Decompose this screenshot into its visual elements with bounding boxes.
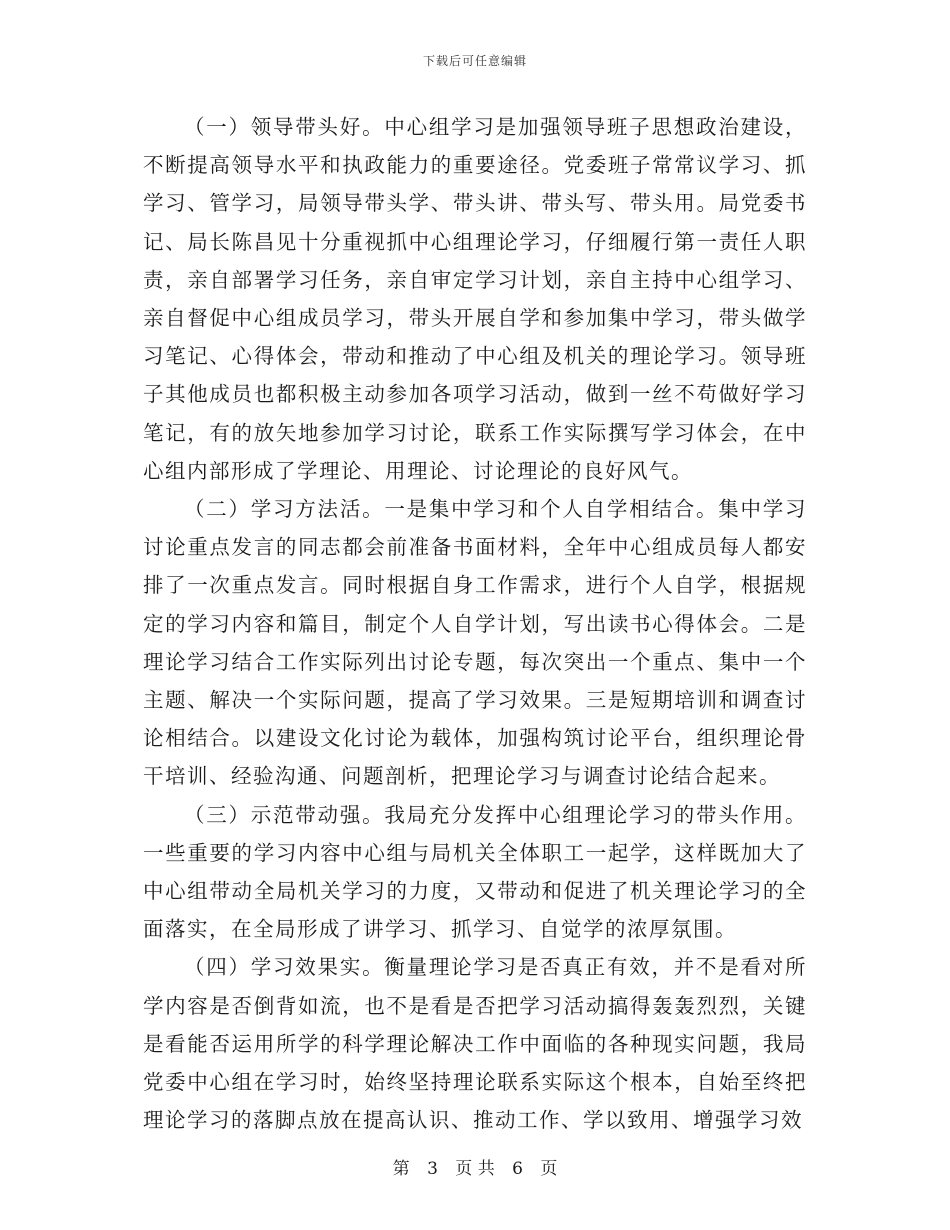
footer-suffix: 页 xyxy=(540,1159,558,1179)
header-note: 下载后可任意编辑 xyxy=(422,54,527,68)
document-body xyxy=(143,108,807,1139)
paragraph-effect: （四）学习效果实。衡量理论学习是否真正有效，并不是看对所学内容是否倒背如流，也不是看是否把学习活动搞得轰轰烈烈，关键是看能否运用所学的科学理论解决工作中面临的各种现实问题，我局党委中心组在学习时，始终坚持理论联系实际这个根本，自始至终把理论学习的落脚点放在提高认识、推动工作、学以致用、增强学习效 xyxy=(143,955,807,1133)
footer-total-pages: 6 xyxy=(512,1159,523,1179)
footer-page-number: 3 xyxy=(427,1159,438,1179)
paragraph-demonstration: （三）示范带动强。我局充分发挥中心组理论学习的带头作用。一些重要的学习内容中心组与局机关全体职工一起学，这样既加大了中心组带动全局机关学习的力度，又带动和促进了机关理论学习的全面落实，在全局形成了讲学习、抓学习、自觉学的浓厚氛围。 xyxy=(143,802,807,942)
footer-prefix: 第 xyxy=(392,1159,410,1179)
paragraph-methods: （二）学习方法活。一是集中学习和个人自学相结合。集中学习讨论重点发言的同志都会前准备书面材料，全年中心组成员每人都安排了一次重点发言。同时根据自身工作需求，进行个人自学，根据规定的学习内容和篇目，制定个人自学计划，写出读书心得体会。二是理论学习结合工作实际列出讨论专题，每次突出一个重点、集中一个主题、解决一个实际问题，提高了学习效果。三是短期培训和调查讨论相结合。以建设文化讨论为载体，加强构筑讨论平台，组织理论骨干培训、经验沟通、问题剖析，把理论学习与调查讨论结合起来。 xyxy=(143,497,807,789)
footer-middle: 页 共 xyxy=(455,1159,495,1179)
page-footer xyxy=(0,1154,950,1179)
paragraph-leadership: （一）领导带头好。中心组学习是加强领导班子思想政治建设，不断提高领导水平和执政能力的重要途径。党委班子常常议学习、抓学习、管学习，局领导带头学、带头讲、带头写、带头用。局党委书记、局长陈昌见十分重视抓中心组理论学习，仔细履行第一责任人职责，亲自部署学习任务，亲自审定学习计划，亲自主持中心组学习、亲自督促中心组成员学习，带头开展自学和参加集中学习，带头做学习笔记、心得体会，带动和推动了中心组及机关的理论学习。领导班子其他成员也都积极主动参加各项学习活动，做到一丝不苟做好学习笔记，有的放矢地参加学习讨论，联系工作实际撰写学习体会，在中心组内部形成了学理论、用理论、讨论理论的良好风气。 xyxy=(143,115,807,483)
